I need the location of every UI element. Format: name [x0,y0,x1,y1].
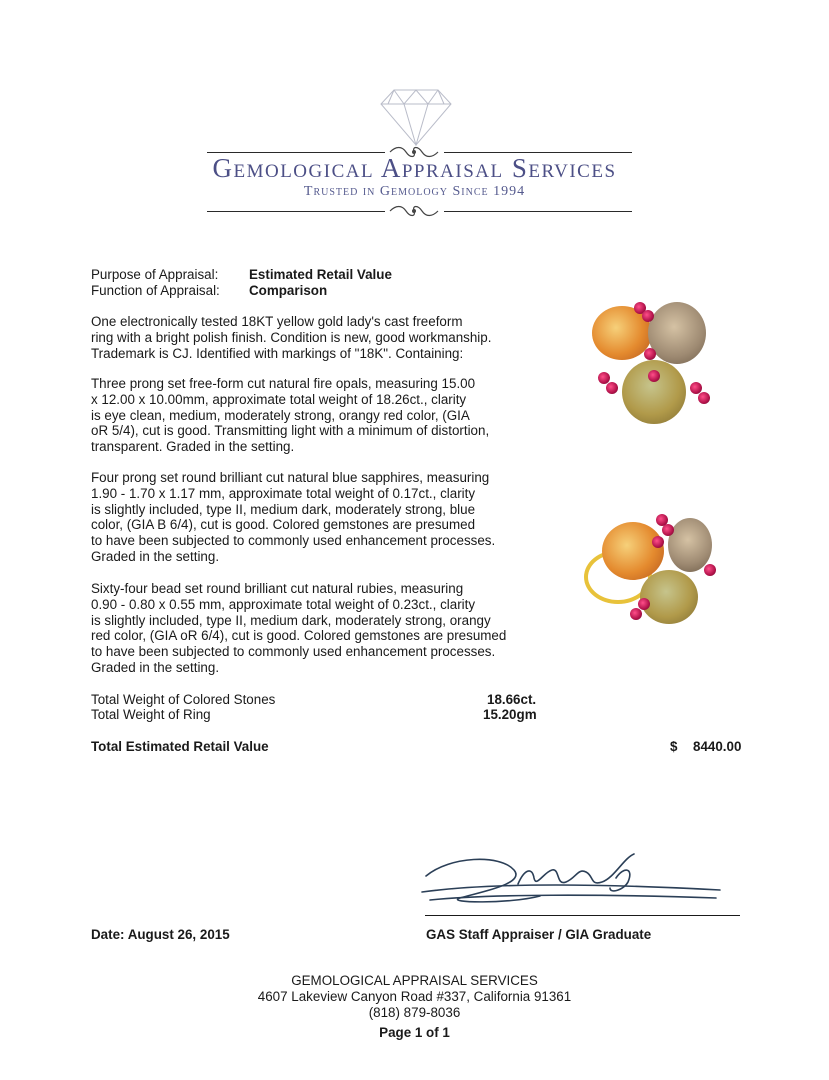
retail-currency: $ [670,739,678,754]
retail-value-label: Total Estimated Retail Value [91,739,269,754]
text-line: is slightly included, type II, medium dark, moderately strong, blue [91,501,476,517]
sapphire-paragraph [91,470,495,565]
appraiser-title: GAS Staff Appraiser / GIA Graduate [426,927,652,942]
colored-stones-weight-value: 18.66ct. [487,692,537,707]
company-tagline: Trusted in Gemology Since 1994 [303,184,526,199]
description-paragraph [91,314,491,361]
footer-company: GEMOLOGICAL APPRAISAL SERVICES [291,973,538,988]
purpose-value: Estimated Retail Value [249,267,392,282]
text-line: Graded in the setting. [91,548,220,564]
diamond-icon [380,88,452,146]
text-line: red color, (GIA oR 6/4), cut is good. Colored gemstones are presumed [91,628,507,644]
opal-paragraph [91,376,489,455]
footer-address: 4607 Lakeview Canyon Road #337, California 91361 [257,989,572,1004]
colored-stones-weight-label: Total Weight of Colored Stones [91,692,276,707]
text-line: to have been subjected to commonly used enhancement processes. [91,533,496,549]
text-line: Trademark is CJ. Identified with markings of "18K". Containing: [91,345,464,361]
text-line: is slightly included, type II, medium dark, moderately strong, orangy [91,612,491,628]
letterhead [0,0,829,230]
purpose-label: Purpose of Appraisal: [91,267,219,282]
page-number: Page 1 of 1 [379,1025,450,1040]
text-line: x 12.00 x 10.00mm, approximate total weight of 18.26ct., clarity [91,391,467,407]
header-bottom-rule-right [444,211,632,212]
text-line: Sixty-four bead set round brilliant cut natural rubies, measuring [91,581,464,596]
text-line: One electronically tested 18KT yellow gold lady's cast freeform [91,314,463,329]
appraiser-signature [420,848,730,918]
text-line: transparent. Graded in the setting. [91,439,295,455]
text-line: ring with a bright polish finish. Condition is new, good workmanship. [91,329,492,345]
text-line: oR 5/4), cut is good. Transmitting light with a minimum of distortion, [91,423,490,439]
text-line: to have been subjected to commonly used enhancement processes. [91,644,496,660]
text-line: is eye clean, medium, moderately strong, orangy red color, (GIA [91,407,470,423]
footer-phone: (818) 879-8036 [368,1005,461,1020]
ring-weight-value: 15.20gm [483,707,537,722]
ring-photo-top [578,300,728,430]
ruby-paragraph [91,581,506,676]
text-line: Three prong set free-form cut natural fire opals, measuring 15.00 [91,376,476,391]
header-bottom-rule [207,211,385,212]
text-line: 0.90 - 0.80 x 0.55 mm, approximate total weight of 0.23ct., clarity [91,596,476,612]
flourish-icon [388,203,440,219]
text-line: Graded in the setting. [91,659,220,675]
ring-photo-side [580,508,730,628]
appraisal-date: Date: August 26, 2015 [91,927,230,942]
function-label: Function of Appraisal: [91,283,220,298]
function-value: Comparison [249,283,328,298]
company-name: Gemological Appraisal Services [212,153,617,183]
ring-weight-label: Total Weight of Ring [91,707,211,722]
signature-line [425,915,740,916]
text-line: 1.90 - 1.70 x 1.17 mm, approximate total weight of 0.17ct., clarity [91,485,476,501]
text-line: Four prong set round brilliant cut natural blue sapphires, measuring [91,470,490,485]
text-line: color, (GIA B 6/4), cut is good. Colored gemstones are presumed [91,517,476,533]
retail-value: 8440.00 [693,739,742,754]
